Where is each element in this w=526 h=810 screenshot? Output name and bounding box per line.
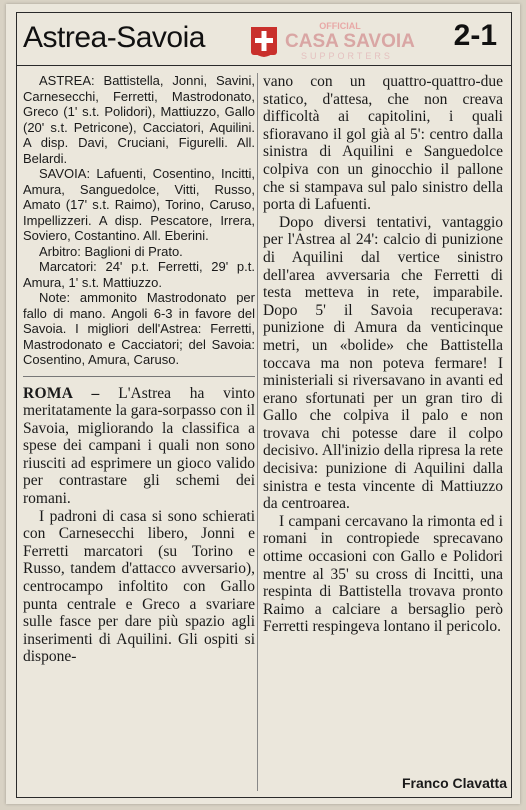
match-notes: Note: ammonito Mastrodonato per fallo di mano. Angoli 6-3 in favore del Savoia. I migliori dell'Astrea: Ferretti, Mastrodonato e Cacciatori; del Savoia: Cosentino, Amura, Caruso. — [23, 290, 255, 367]
left-column — [23, 73, 255, 791]
logo-official-text: OFFICIAL — [319, 21, 361, 31]
page-title: Astrea-Savoia — [23, 21, 205, 54]
column-rule — [257, 73, 258, 791]
astrea-lineup: ASTREA: Battistella, Jonni, Savini, Carnesecchi, Ferretti, Mastrodonato, Greco (1' s.t. Polidori), Mattiuzzo, Gallo (20' s.t. Petricone), Cacciatori, Aquilini. A disp. Davi, Cruciani, Figurelli. All. Belardi. — [23, 73, 255, 166]
dateline: ROMA – — [23, 384, 100, 402]
article-paragraph-4: I campani cercavano la rimonta ed i romani in contropiede sprecavano ottime occasioni con Gallo e Polidori mentre al 35' su cross di Incitti, una respinta di Battistella trovava pronto Raimo a calciare a bersaglio però Ferretti respingeva lontano il pericolo. — [263, 512, 503, 636]
article-paragraph-3: Dopo diversi tentativi, vantaggio per l'Astrea al 24': calcio di punizione di Aquilini dal vertice sinistro dell'area avversaria che Ferretti di testa metteva in rete, imparabile. Dopo 5' il Savoia recuperava: punizione di Amura da venticinque metri, un «bolide» che Battistella toccava ma non poteva fermare! I ministeriali si riversavano in avanti ed erano sfortunati per un gran tiro di Gallo che colpiva il palo e non trovava chi potesse dare il colpo decisivo. All'inizio della ripresa la rete decisiva: punizione di Aquilini dalla sinistra e testa vincente di Mattiuzzo da centroarea. — [263, 213, 503, 513]
newspaper-clipping — [6, 4, 520, 804]
logo-name-text: CASA SAVOIA — [285, 31, 415, 52]
logo-supporters-text: SUPPORTERS — [301, 51, 393, 61]
formation-block — [23, 73, 255, 368]
author-signature: Franco Clavatta — [401, 775, 507, 791]
casa-savoia-logo — [245, 17, 435, 61]
article-body-right — [263, 73, 503, 636]
article-frame — [16, 12, 512, 798]
article-paragraph-1: ROMA – L'Astrea ha vinto meritatamente la gara-sorpasso con il Savoia, migliorando la classifica a spese dei campani i quali non sono riusciti ad esprimere un gioco valido per contrastare gli schemi dei romani. — [23, 384, 255, 508]
section-divider — [23, 376, 255, 377]
referee: Arbitro: Baglioni di Prato. — [39, 243, 183, 259]
savoia-lineup: SAVOIA: Lafuenti, Cosentino, Incitti, Amura, Sanguedolce, Vitti, Russo, Amato (17' s.t. Raimo), Torino, Caruso, Impellizzeri. A disp. Pescatore, Irrera, Soviero, Costantino. All. Eberini. — [23, 166, 255, 243]
article-paragraph-2-continued: vano con un quattro-quattro-due statico, d'attesa, che non creava difficoltà ai capitolini, i quali sfioravano il gol già al 5': centro dalla sinistra di Aquilini e Sanguedolce colpiva con un ginocchio il pallone che si stampava sul palo sinistro della porta di Lafuenti. — [263, 73, 503, 214]
header — [17, 13, 511, 66]
scorers: Marcatori: 24' p.t. Ferretti, 29' p.t. Amura, 1' s.t. Mattiuzzo. — [23, 259, 255, 290]
right-column — [263, 73, 503, 791]
article-paragraph-2: I padroni di casa si sono schierati con Carnesecchi libero, Jonni e Ferretti marcatori (su Torino e Russo, tandem d'attacco avversario), centrocampo infoltito con Gallo punta centrale e Greco a svariare sulle fasce per dare più spazio agli inserimenti di Aquilini. Gli ospiti si dispone- — [23, 507, 255, 666]
article-body-left — [23, 385, 255, 667]
match-score: 2-1 — [453, 19, 497, 52]
